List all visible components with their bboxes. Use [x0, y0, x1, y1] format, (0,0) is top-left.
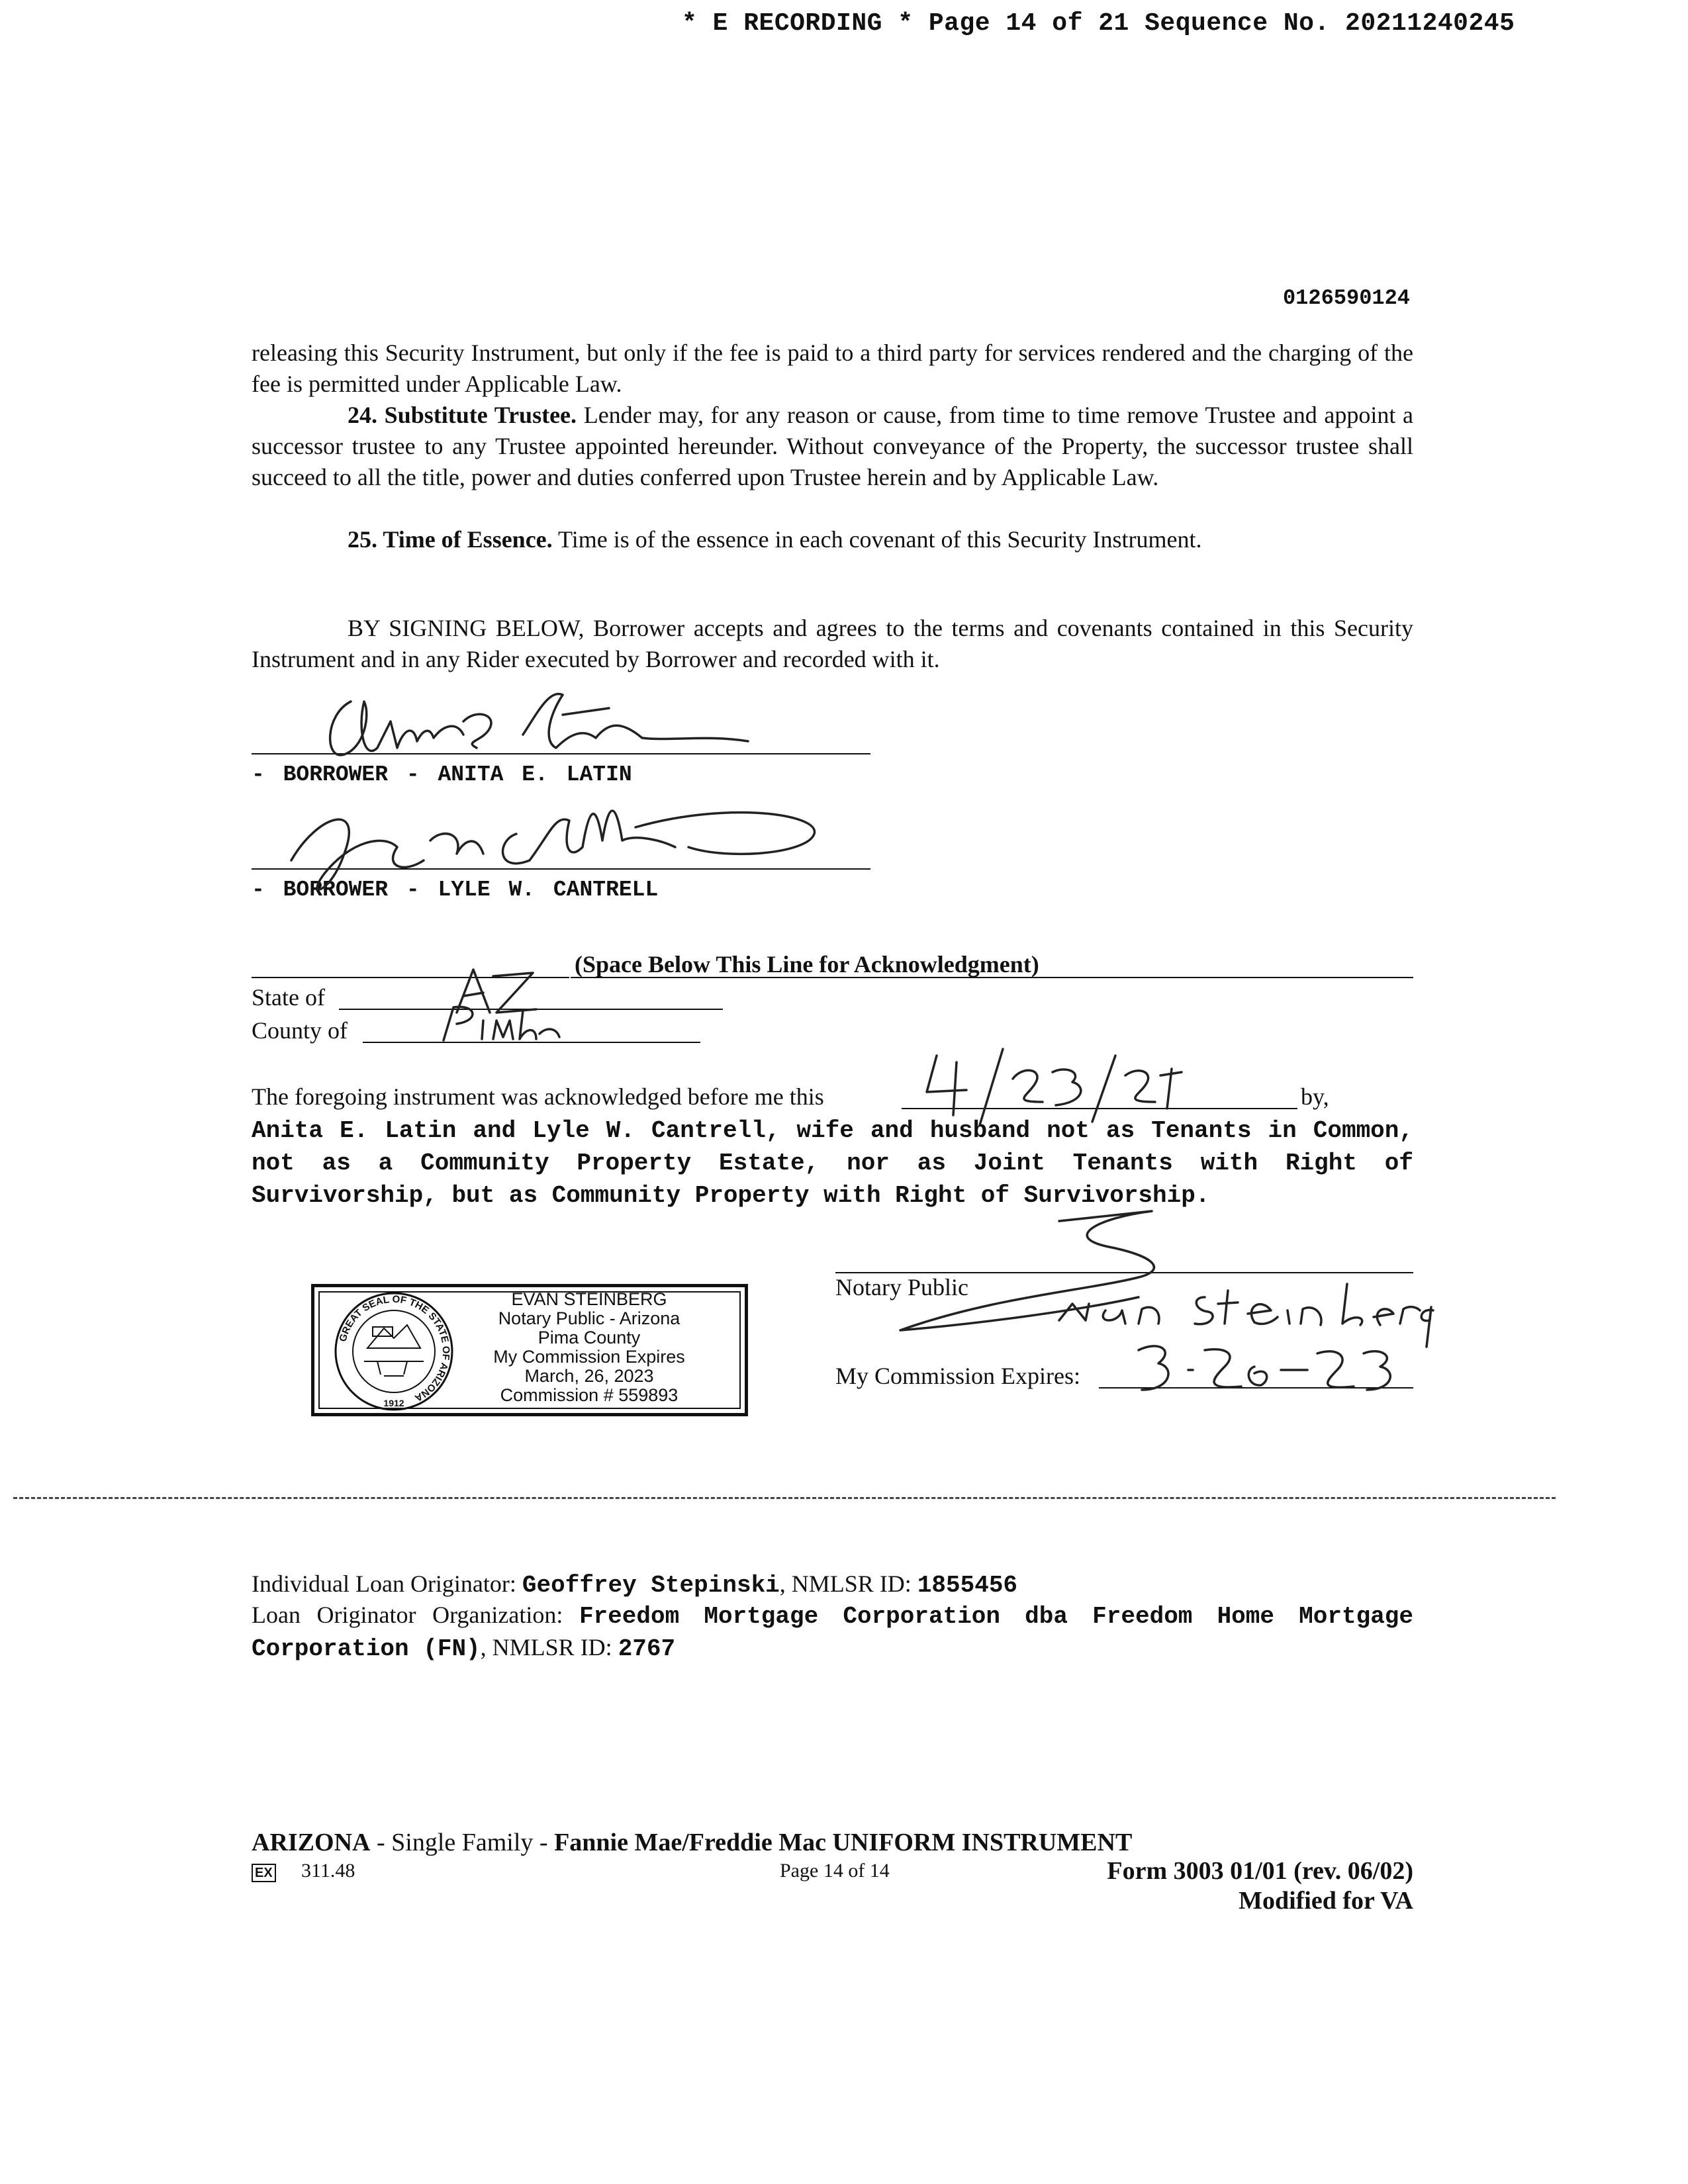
notary-stamp-expires-label: My Commission Expires — [493, 1347, 685, 1367]
recording-banner: * E RECORDING * Page 14 of 21 Sequence No. 20211240245 — [682, 9, 1515, 38]
notary-stamp — [311, 1284, 748, 1416]
individual-nmlsr-label: , NMLSR ID: — [779, 1570, 912, 1597]
org-nmlsr-id: 2767 — [618, 1635, 676, 1662]
release-text: releasing this Security Instrument, but only if the fee is paid to a third party for services rendered and the charging of the fee is permitted under Applicable Law. — [252, 340, 1413, 397]
loan-number: 0126590124 — [1282, 286, 1410, 310]
section-24-text: Lender may, for any reason or cause, from time to time remove Trustee and appoint a successor trustee to any Trustee appointed hereunder. Without conveyance of the Property, the successor trustee shall succeed to all the title, power and duties conferred upon Trustee herein and by Applicable Law. — [252, 402, 1414, 490]
section-25 — [252, 524, 1413, 555]
scan-divider-line — [13, 1497, 1556, 1499]
org-originator-label: Loan Originator Organization: — [252, 1602, 563, 1628]
notary-stamp-expires-date: March, 26, 2023 — [524, 1366, 654, 1386]
originator-organization — [252, 1600, 1413, 1664]
county-value-handwritten — [430, 1001, 563, 1047]
org-originator-name: Freedom Mortgage Corporation dba Freedom Home Mortgage Corporation (FN) — [252, 1603, 1414, 1662]
signing-statement-text: BY SIGNING BELOW, Borrower accepts and agrees to the terms and covenants contained in this Security Instrument and in any Rider executed by Borrower and recorded with it. — [252, 615, 1413, 672]
footer-code: 311.48 — [301, 1860, 355, 1882]
footer-family: Single Family — [391, 1829, 534, 1856]
arizona-state-seal — [328, 1289, 460, 1414]
footer-instrument-line — [252, 1828, 1132, 1857]
footer-state: ARIZONA — [252, 1829, 371, 1856]
individual-originator-name: Geoffrey Stepinski — [522, 1572, 780, 1599]
footer-instrument: Fannie Mae/Freddie Mac UNIFORM INSTRUMENT — [554, 1829, 1133, 1856]
footer-form: Form 3003 01/01 (rev. 06/02) — [1107, 1857, 1413, 1885]
section-25-heading: 25. Time of Essence. — [348, 526, 553, 553]
notary-signature — [861, 1198, 1443, 1350]
ack-parties-text: Anita E. Latin and Lyle W. Cantrell, wife and husband not as Tenants in Common, not as a Community Property Estate, nor as Joint Tenants with Right of Survivorship, but as Community Property with Right of Survivorship. — [252, 1117, 1413, 1209]
footer-sep-2: - — [533, 1829, 555, 1856]
space-below-line-label: (Space Below This Line for Acknowledgment) — [575, 951, 1039, 978]
section-24 — [252, 400, 1413, 493]
county-label: County of — [252, 1017, 348, 1044]
footer-ex-mark: EX — [252, 1864, 276, 1882]
seal-ring-text: GREAT SEAL OF THE STATE OF ARIZONA — [337, 1293, 452, 1404]
notary-stamp-name: EVAN STEINBERG — [511, 1289, 667, 1309]
notary-stamp-title: Notary Public - Arizona — [498, 1308, 680, 1328]
individual-nmlsr-id: 1855456 — [917, 1572, 1018, 1599]
org-nmlsr-label: , NMLSR ID: — [480, 1634, 612, 1661]
ack-prefix: The foregoing instrument was acknowledged before me this — [252, 1083, 824, 1110]
commission-expires-label: My Commission Expires: — [835, 1363, 1081, 1389]
borrower-2-label: - BORROWER - LYLE W. CANTRELL — [252, 878, 659, 902]
borrower-1-label: - BORROWER - ANITA E. LATIN — [252, 762, 632, 787]
notary-stamp-text-block — [463, 1290, 715, 1405]
release-paragraph — [252, 338, 1413, 400]
borrower-2-signature — [265, 761, 861, 913]
footer-modified: Modified for VA — [1239, 1887, 1413, 1915]
section-24-heading: 24. Substitute Trustee. — [348, 402, 577, 428]
acknowledgment-right-line — [571, 977, 1413, 978]
individual-originator-label: Individual Loan Originator: — [252, 1570, 516, 1597]
signing-statement — [252, 613, 1413, 675]
footer-sep-1: - — [370, 1829, 392, 1856]
notary-stamp-commission-no: Commission # 559893 — [500, 1385, 679, 1405]
seal-year: 1912 — [383, 1398, 404, 1408]
ack-by: by, — [1301, 1083, 1329, 1110]
notary-stamp-county: Pima County — [538, 1328, 641, 1347]
notary-public-label: Notary Public — [835, 1274, 968, 1300]
state-label: State of — [252, 984, 325, 1011]
section-25-text: Time is of the essence in each covenant of this Security Instrument. — [552, 526, 1202, 553]
originator-individual — [252, 1569, 1413, 1601]
commission-expires-handwritten — [1125, 1334, 1417, 1400]
footer-page: Page 14 of 14 — [780, 1860, 890, 1882]
ack-parties — [252, 1083, 1413, 1211]
